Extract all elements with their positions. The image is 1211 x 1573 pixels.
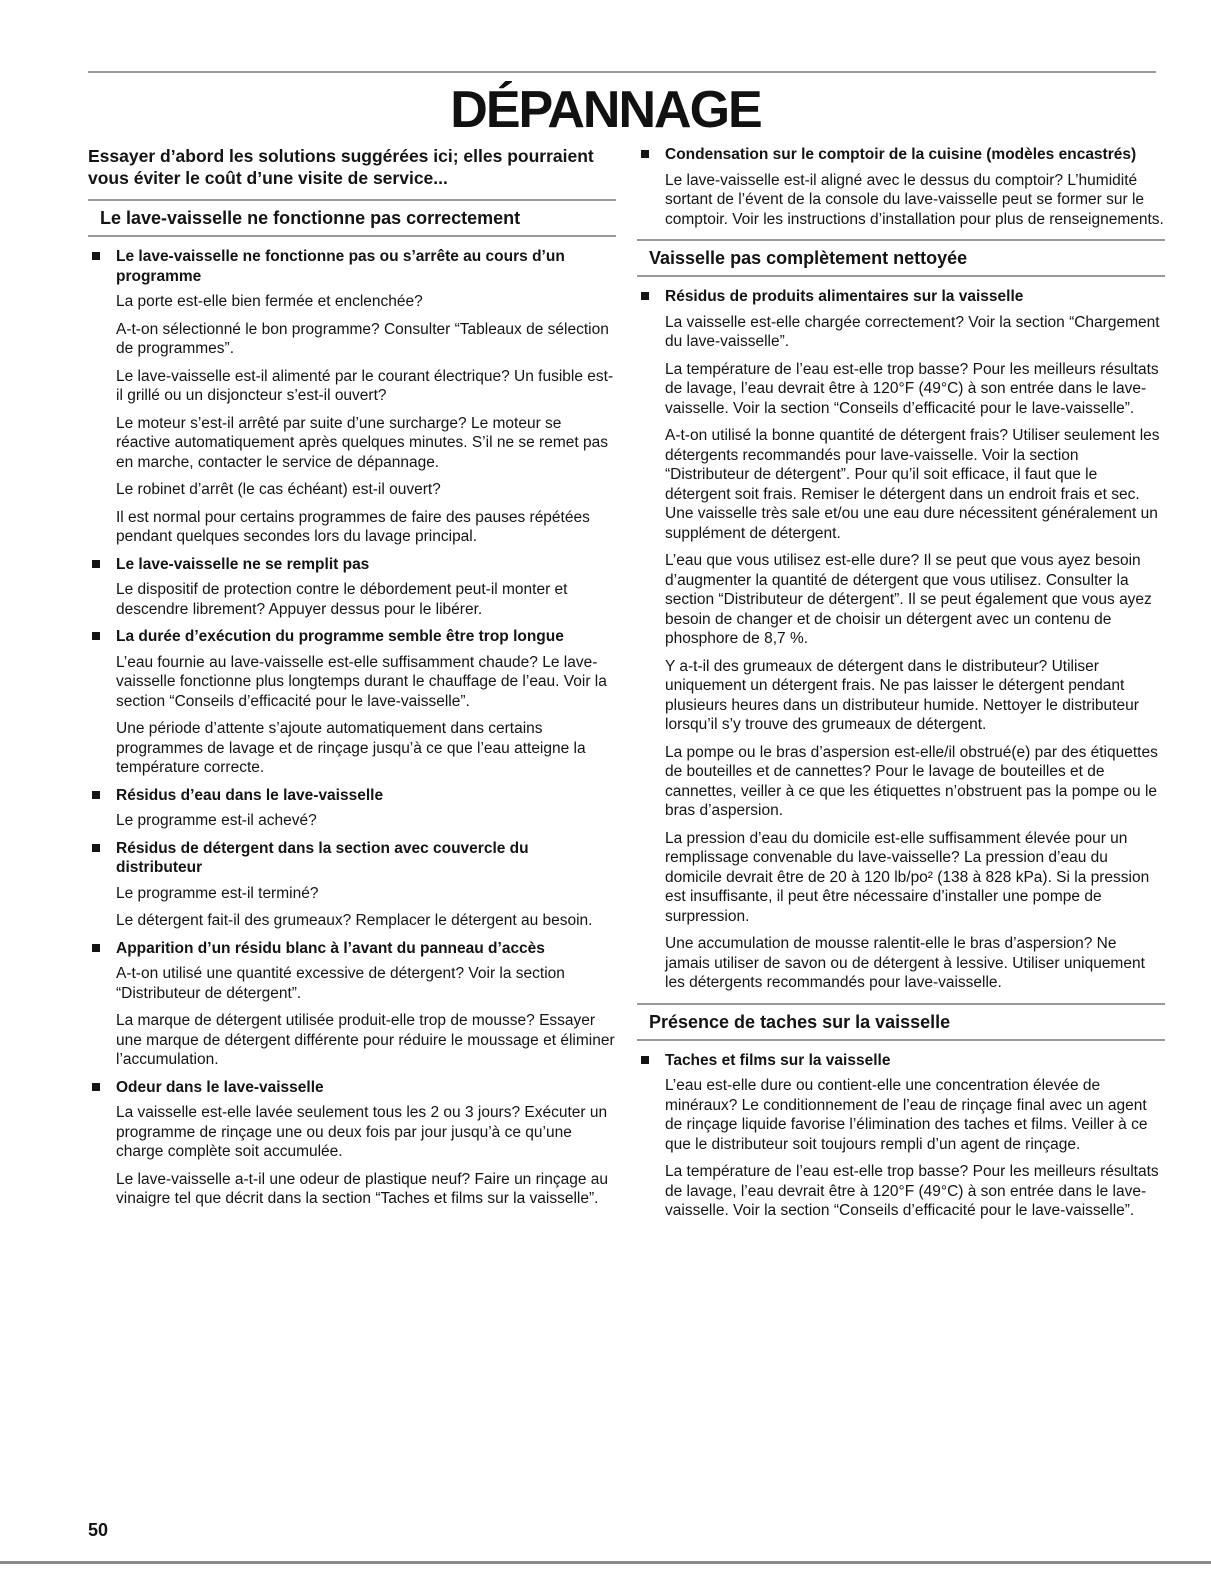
- problem-title: Condensation sur le comptoir de la cuisine (modèles encastrés): [665, 146, 1137, 163]
- problem-title: La durée d’exécution du programme semble être trop longue: [116, 628, 564, 645]
- bullet-icon: [641, 292, 649, 300]
- solution-text: La porte est-elle bien fermée et enclenchée?: [116, 293, 423, 310]
- bullet-icon: [92, 791, 100, 799]
- solution-text: Le détergent fait-il des grumeaux? Remplacer le détergent au besoin.: [116, 912, 593, 929]
- solution-text: Le lave-vaisselle a-t-il une odeur de plastique neuf? Faire un rinçage au vinaigre tel que décrit dans la section “Taches et films sur la vaisselle”.: [116, 1170, 608, 1207]
- bullet-icon: [92, 252, 100, 260]
- bullet-icon: [641, 150, 649, 158]
- page-number: 50: [88, 1520, 109, 1540]
- section-heading: Présence de taches sur la vaisselle: [637, 1003, 1165, 1041]
- bullet-icon: [92, 1083, 100, 1091]
- problem-item: [88, 247, 616, 547]
- bullet-icon: [92, 632, 100, 640]
- problem-item: [88, 786, 616, 831]
- solution-text: Le programme est-il achevé?: [116, 812, 317, 829]
- bullet-icon: [92, 560, 100, 568]
- solution-text: A-t-on sélectionné le bon programme? Consulter “Tableaux de sélection de programmes”.: [116, 320, 609, 357]
- problem-title: Résidus de détergent dans la section avec couvercle du distributeur: [116, 839, 529, 876]
- problem-title: Apparition d’un résidu blanc à l’avant du panneau d’accès: [116, 939, 545, 957]
- solution-text: A-t-on utilisé la bonne quantité de détergent frais? Utiliser seulement les détergents recommandés pour lave-vaisselle. Voir la section “Distributeur de détergent”. Pour qu’il soit efficace, il faut que le détergent soit frais. Remiser le détergent dans un endroit frais et sec. Une vaisselle très sale et/ou une eau dure nécessitent généralement un supplément de détergent.: [665, 427, 1160, 542]
- solution-text: L’eau fournie au lave-vaisselle est-elle suffisamment chaude? Le lave-vaisselle fonctionne plus longtemps durant le chauffage de l’eau. Voir la section “Conseils d’efficacité pour le lave-vaisselle”.: [116, 653, 607, 710]
- solution-text: A-t-on utilisé une quantité excessive de détergent? Voir la section “Distributeur de détergent”.: [116, 965, 565, 1002]
- top-divider: [88, 71, 1156, 73]
- solution-text: Une accumulation de mousse ralentit-elle le bras d’aspersion? Ne jamais utiliser de savon ou de détergent à lessive. Utiliser uniquement les détergents recommandés pour lave-vaisselle.: [665, 935, 1145, 991]
- solution-text: La vaisselle est-elle chargée correctement? Voir la section “Chargement du lave-vaisselle”.: [665, 313, 1160, 350]
- bullet-icon: [92, 944, 100, 952]
- problem-item: [88, 839, 616, 931]
- problem-item: [637, 145, 1165, 229]
- right-sections: [637, 145, 1165, 1221]
- troubleshooting-section: [637, 239, 1165, 993]
- left-column: [88, 145, 616, 1217]
- solution-text: Le lave-vaisselle est-il alimenté par le courant électrique? Un fusible est-il grillé ou un disjoncteur s’est-il ouvert?: [116, 367, 614, 404]
- problem-item: [88, 1078, 616, 1209]
- solution-text: La température de l’eau est-elle trop basse? Pour les meilleurs résultats de lavage, l’eau devrait être à 120°F (49°C) à son entrée dans le lave-vaisselle. Voir la section “Conseils d’efficacité pour le lave-vaisselle”.: [665, 360, 1159, 417]
- solution-text: Le programme est-il terminé?: [116, 884, 319, 902]
- solution-text: La marque de détergent utilisée produit-elle trop de mousse? Essayer une marque de détergent différente pour réduire le moussage et éliminer l’accumulation.: [116, 1012, 615, 1068]
- section-heading: Vaisselle pas complètement nettoyée: [637, 239, 1165, 277]
- troubleshooting-section: [637, 1003, 1165, 1221]
- solution-text: La pompe ou le bras d’aspersion est-elle/il obstrué(e) par des étiquettes de bouteilles et de cannettes? Pour le lavage de bouteilles et de cannettes, veiller à ce que les étiquettes n’obstruent pas la pompe ou le bras d’aspersion.: [665, 743, 1158, 819]
- bullet-icon: [92, 844, 100, 852]
- solution-text: La pression d’eau du domicile est-elle suffisamment élevée pour un remplissage convenable du lave-vaisselle? La pression d’eau du domicile devrait être de 20 à 120 lb/po² (138 à 828 kPa). Si la pression est insuffisante, il peut être nécessaire d’installer une pompe de surpression.: [665, 829, 1150, 925]
- problem-item: [88, 627, 616, 778]
- solution-text: Le moteur s’est-il arrêté par suite d’une surcharge? Le moteur se réactive automatiquement après quelques minutes. S’il ne se remet pas en marche, contacter le service de dépannage.: [116, 414, 608, 471]
- left-sections: [88, 199, 616, 1209]
- problem-title: Résidus d’eau dans le lave-vaisselle: [116, 786, 384, 804]
- solution-text: Le dispositif de protection contre le débordement peut-il monter et descendre librement? Appuyer dessus pour le libérer.: [116, 581, 568, 618]
- page-title: DÉPANNAGE: [450, 81, 761, 139]
- bottom-divider: [0, 1561, 1211, 1564]
- problem-title: Odeur dans le lave-vaisselle: [116, 1078, 324, 1096]
- bullet-icon: [641, 1056, 649, 1064]
- intro-text: Essayer d’abord les solutions suggérées ici; elles pourraient vous éviter le coût d’une visite de service...: [88, 146, 594, 188]
- problem-item: [637, 287, 1165, 993]
- section-heading: Le lave-vaisselle ne fonctionne pas correctement: [88, 199, 616, 237]
- solution-text: Le robinet d’arrêt (le cas échéant) est-il ouvert?: [116, 481, 441, 498]
- solution-text: Une période d’attente s’ajoute automatiquement dans certains programmes de lavage et de rinçage jusqu’à ce que l’eau atteigne la température correcte.: [116, 720, 586, 776]
- problem-item: [88, 939, 616, 1070]
- solution-text: Le lave-vaisselle est-il aligné avec le dessus du comptoir? L’humidité sortant de l’évent de la console du lave-vaisselle peut se former sur le comptoir. Voir les instructions d’installation pour plus de renseignements.: [665, 171, 1164, 228]
- problem-title: Résidus de produits alimentaires sur la vaisselle: [665, 288, 1024, 305]
- problem-item: [88, 555, 616, 620]
- troubleshooting-section: [88, 199, 616, 1209]
- solution-text: Y a-t-il des grumeaux de détergent dans le distributeur? Utiliser uniquement un détergent frais. Ne pas laisser le détergent pendant plusieurs heures dans un distributeur humide. Nettoyer le distributeur lorsqu’il s’y trouve des grumeaux de détergent.: [665, 657, 1139, 733]
- troubleshooting-section: [637, 145, 1165, 229]
- solution-text: L’eau que vous utilisez est-elle dure? Il se peut que vous ayez besoin d’augmenter la quantité de détergent que vous utilisez. Consulter la section “Distributeur de détergent”. Il se peut également que vous ayez besoin de changer et de choisir un détergent avec un contenu de phosphore de 8,7 %.: [665, 552, 1152, 647]
- solution-text: La vaisselle est-elle lavée seulement tous les 2 ou 3 jours? Exécuter un programme de rinçage une ou deux fois par jour jusqu’à ce qu’une charge complète soit accumulée.: [116, 1104, 608, 1160]
- problem-title: Le lave-vaisselle ne fonctionne pas ou s’arrête au cours d’un programme: [116, 248, 565, 285]
- solution-text: La température de l’eau est-elle trop basse? Pour les meilleurs résultats de lavage, l’eau devrait être à 120°F (49°C) à son entrée dans le lave-vaisselle. Voir la section “Conseils d’efficacité pour le lave-vaisselle”.: [665, 1163, 1159, 1219]
- solution-text: Il est normal pour certains programmes de faire des pauses répétées pendant quelques secondes lors du lavage principal.: [116, 508, 590, 545]
- right-column: [637, 145, 1165, 1229]
- problem-item: [637, 1051, 1165, 1221]
- problem-title: Le lave-vaisselle ne se remplit pas: [116, 555, 370, 573]
- problem-title: Taches et films sur la vaisselle: [665, 1051, 891, 1069]
- solution-text: L’eau est-elle dure ou contient-elle une concentration élevée de minéraux? Le conditionnement de l’eau de rinçage final avec un agent de rinçage liquide favorise l’élimination des taches et films. Veiller à ce que le distributeur soit toujours rempli d’un agent de rinçage.: [665, 1077, 1148, 1153]
